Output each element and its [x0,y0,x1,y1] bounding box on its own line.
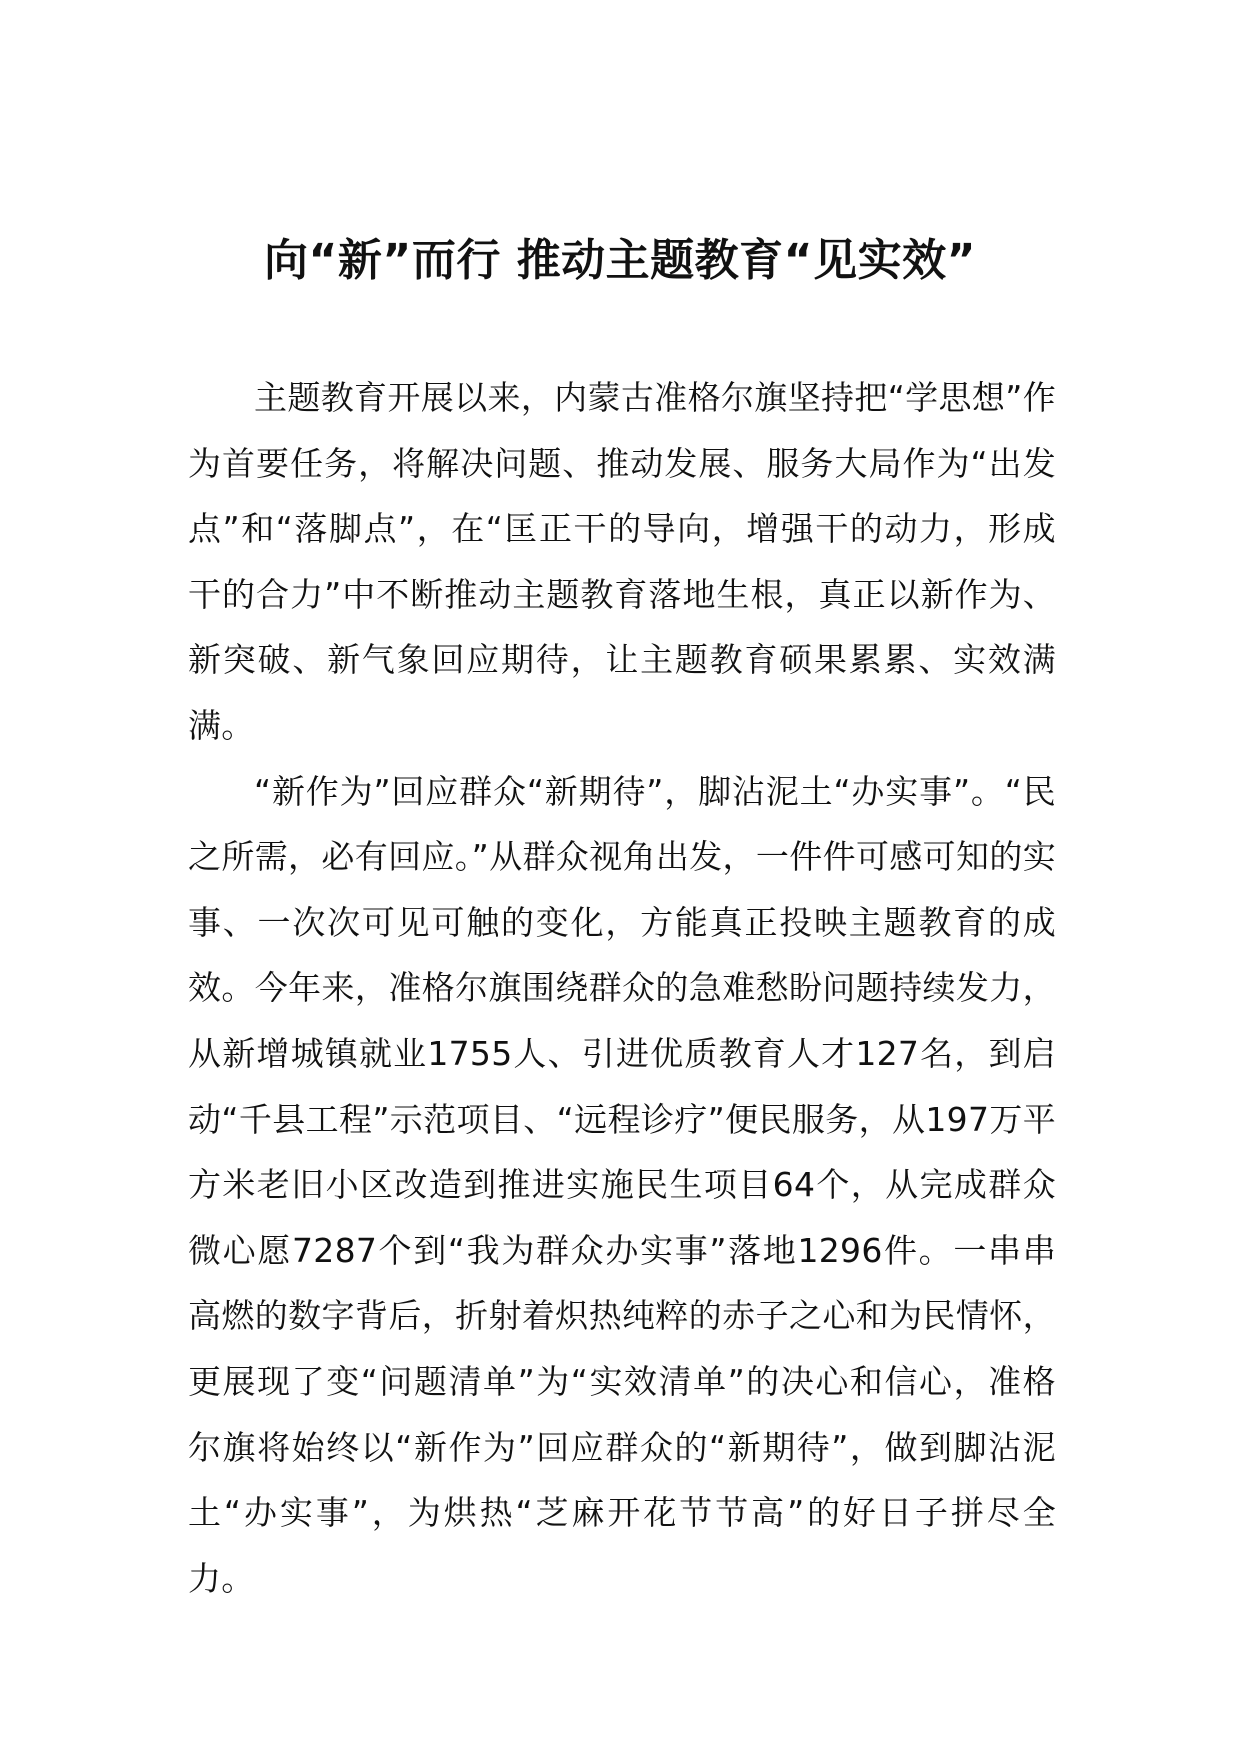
paragraph-1: 主题教育开展以来，内蒙古准格尔旗坚持把“学思想”作为首要任务，将解决问题、推动发展、服务大局作为“出发点”和“落脚点”，在“匡正干的导向，增强干的动力，形成干的合力”中不断推动主题教育落地生根，真正以新作为、新突破、新气象回应期待，让主题教育硕果累累、实效满满。 [188,378,1056,745]
document-title: 向“新”而行 推动主题教育“见实效” [264,235,976,287]
paragraph-2: “新作为”回应群众“新期待”，脚沾泥土“办实事”。“民之所需，必有回应。”从群众视角出发，一件件可感可知的实事、一次次可见可触的变化，方能真正投映主题教育的成效。今年来，准格尔旗围绕群众的急难愁盼问题持续发力，从新增城镇就业1755人、引进优质教育人才127名，到启动“千县工程”示范项目、“远程诊疗”便民服务，从197万平方米老旧小区改造到推进实施民生项目64个，从完成群众微心愿7287个到“我为群众办实事”落地1296件。一串串高燃的数字背后，折射着炽热纯粹的赤子之心和为民情怀，更展现了变“问题清单”为“实效清单”的决心和信心，准格尔旗将始终以“新作为”回应群众的“新期待”，做到脚沾泥土“办实事”，为烘热“芝麻开花节节高”的好日子拼尽全力。 [188,771,1056,1598]
document-body [188,365,1056,1611]
